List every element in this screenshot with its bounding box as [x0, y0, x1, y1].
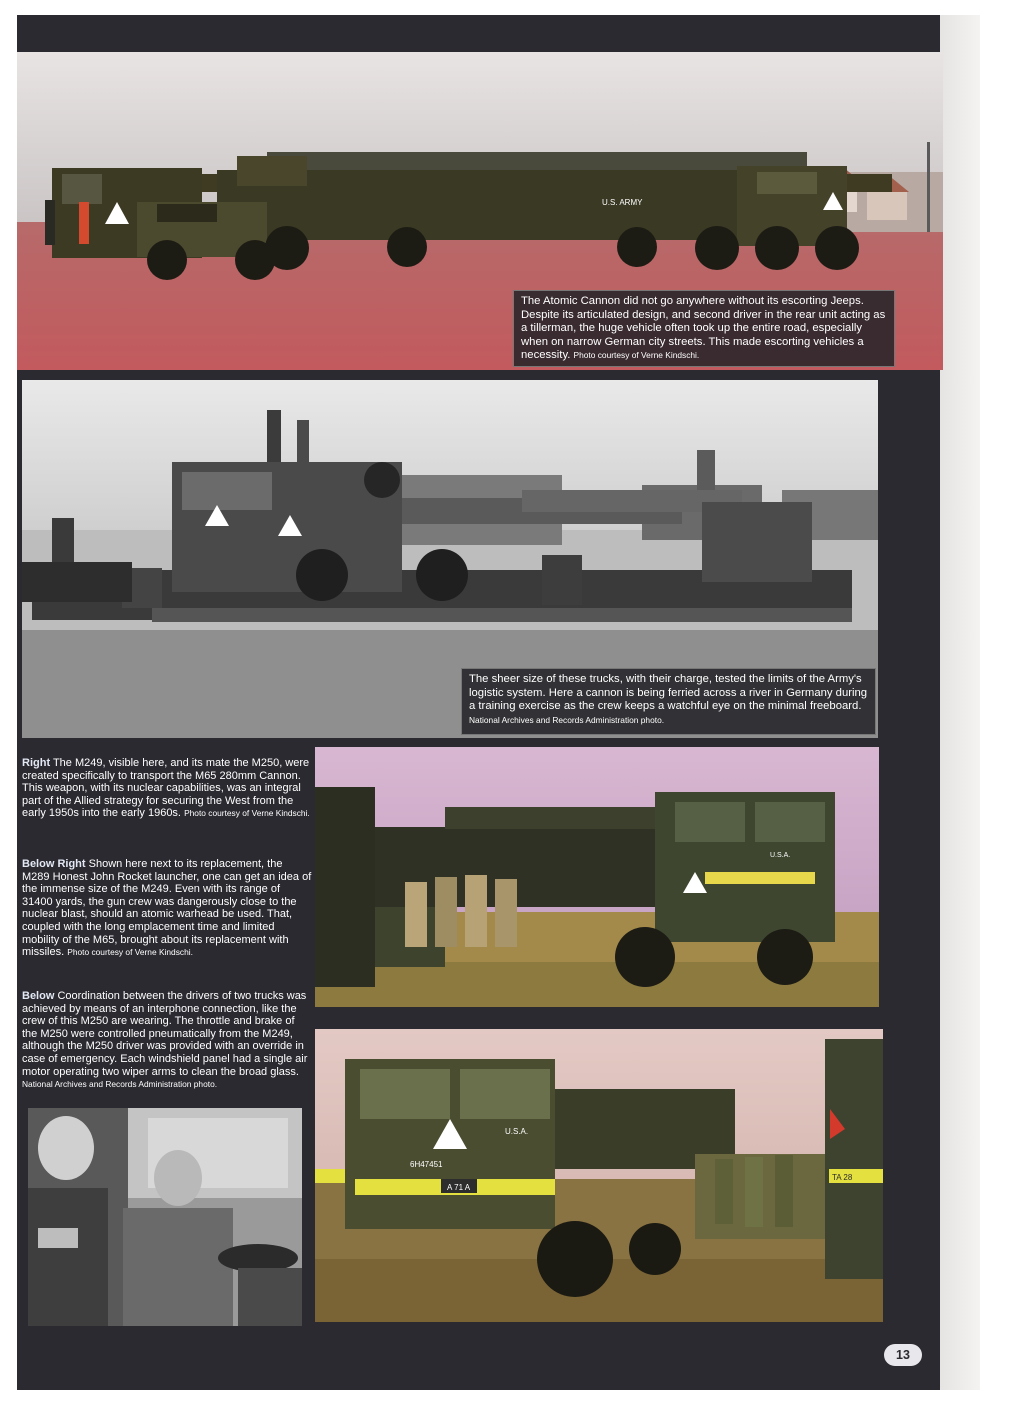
photo-convoy-jeeps	[17, 52, 943, 370]
serial-marking: 6H47451	[410, 1160, 443, 1169]
caption-ferry-text: The sheer size of these trucks, with their charge, tested the limits of the Army's logistic system. Here a cannon is being ferried across a river in Germany during a training exercise as the crew keeps a watchful eye on the minimal freeboard.	[469, 673, 868, 713]
caption-lead-below-right: Below Right	[22, 858, 86, 870]
plate-marking: A 71 A	[447, 1183, 471, 1192]
caption-body-below: Coordination between the drivers of two trucks was achieved by means of an interphone connection, like the crew of this M250 are wearing. The throttle and brake of the M250 were controlled pneumatically from the M249, although the M250 driver was provided with an override in case of emergency. Each windshield panel had a single air motor operating two wiper arms to clean the broad glass.	[22, 990, 308, 1078]
side-marking: TA 28	[832, 1173, 853, 1182]
caption-ferry-credit: National Archives and Records Administration photo.	[469, 714, 665, 725]
caption-top	[513, 290, 895, 367]
caption-body-right: The M249, visible here, and its mate the M250, were created specifically to transport the M65 280mm Cannon. This weapon, with its nuclear capabilities, was an integral part of the Allied strategy for securing the West from the early 1950s into the early 1960s.	[22, 757, 310, 820]
caption-ferry	[461, 668, 876, 735]
photo-m250-crew	[315, 1029, 883, 1322]
hood-marking-bottom: U.S.A.	[505, 1127, 529, 1136]
door-marking: U.S. ARMY	[602, 198, 643, 207]
caption-top-credit: Photo courtesy of Verne Kindschi.	[573, 350, 700, 361]
caption-lead-right: Right	[22, 757, 51, 769]
caption-top-text: The Atomic Cannon did not go anywhere without its escorting Jeeps. Despite its articulated design, and second driver in the rear unit acting as a tillerman, the huge vehicle often took up the entire road, especially when on narrow German city streets. This made escorting vehicles a necessity.	[521, 295, 886, 362]
page-edge	[940, 15, 980, 1390]
caption-credit-right: Photo courtesy of Verne Kindschi.	[184, 808, 310, 819]
sidebar-caption-below-right	[22, 858, 312, 959]
caption-credit-below: National Archives and Records Administration photo.	[22, 1079, 218, 1090]
photo-m249-honest-john	[315, 747, 879, 1007]
photo-ferry-river	[22, 380, 878, 738]
page-number: 13	[884, 1344, 922, 1366]
caption-body-below-right: Shown here next to its replacement, the M289 Honest John Rocket launcher, one can get an idea of the immense size of the M249. Even with its range of 31400 yards, the gun crew was dangerously close to the nuclear blast, should an atomic warhead be used. That, coupled with the long emplacement time and limited mobility of the M65, brought about its replacement with missiles.	[22, 858, 312, 959]
sidebar-caption-right	[22, 757, 312, 820]
caption-credit-below-right: Photo courtesy of Verne Kindschi.	[67, 947, 193, 958]
photo-interphone-drivers	[28, 1108, 302, 1326]
sidebar-caption-below	[22, 990, 312, 1091]
caption-lead-below: Below	[22, 990, 55, 1002]
hood-marking: U.S.A.	[770, 852, 791, 859]
